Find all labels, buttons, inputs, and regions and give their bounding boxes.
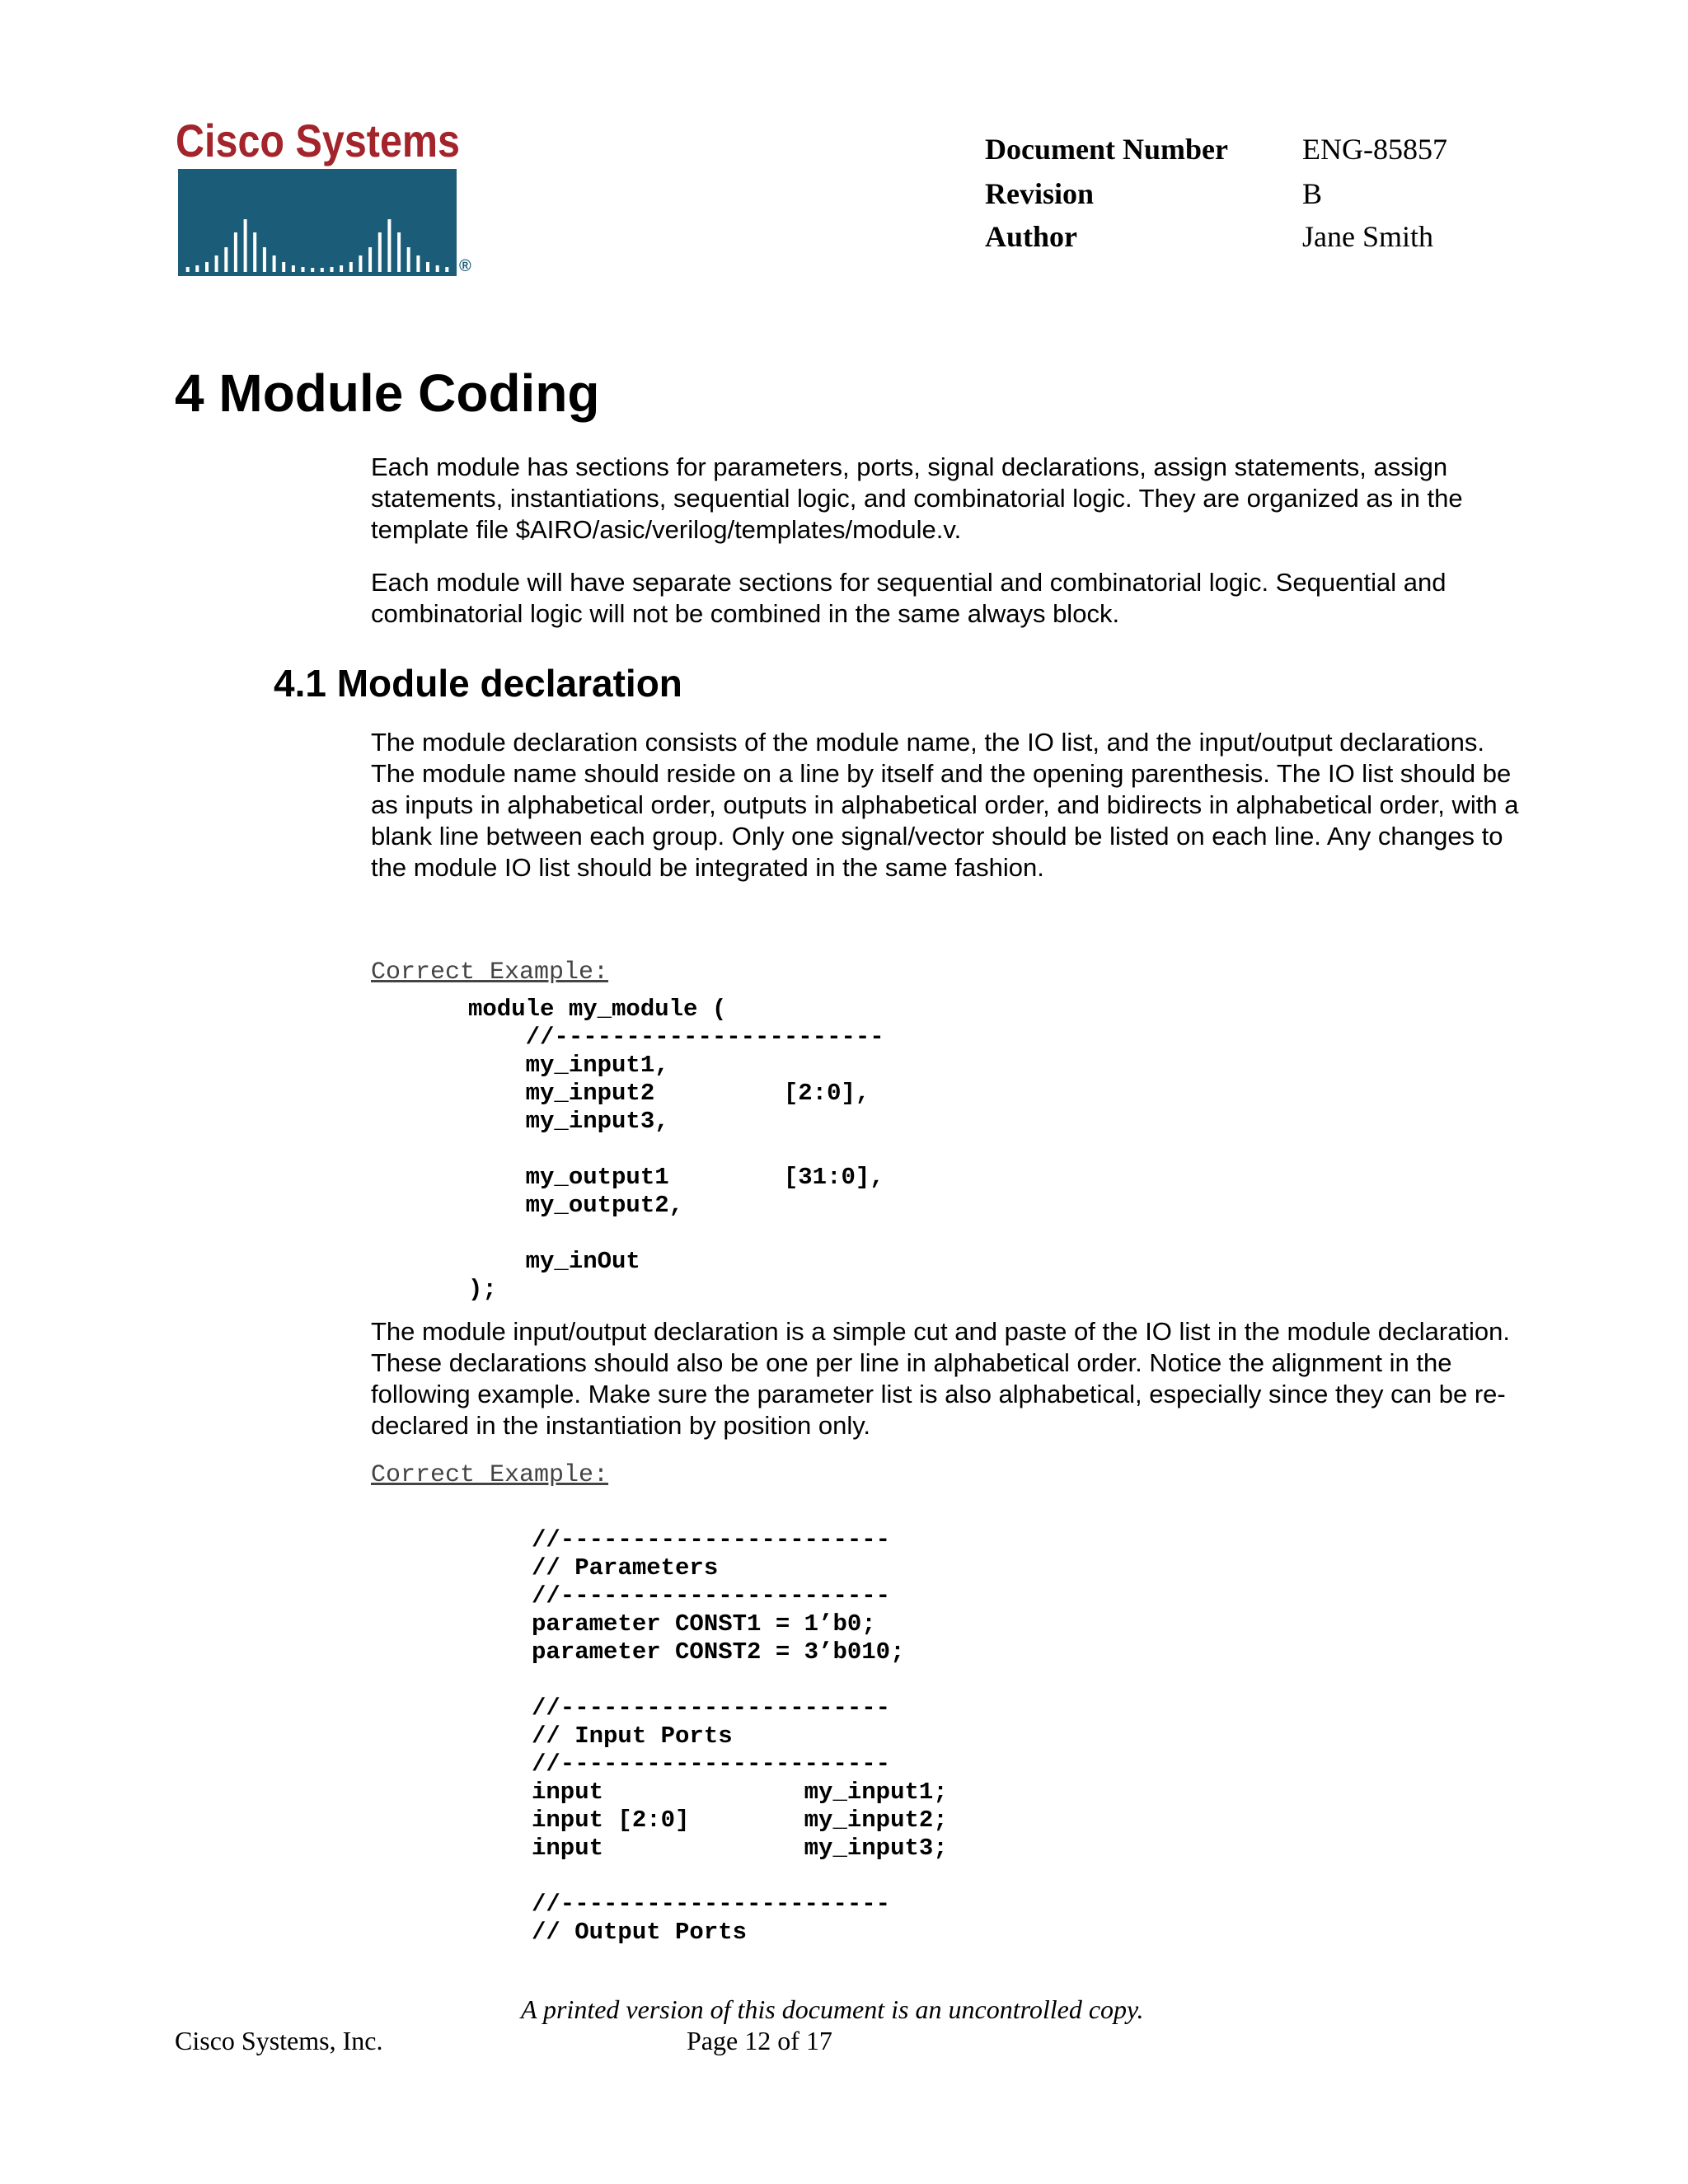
logo-text: Cisco Systems [176, 115, 460, 166]
author-value: Jane Smith [1302, 220, 1433, 253]
cisco-systems-logo-wordmark [176, 115, 460, 165]
code-example-2: //----------------------- // Parameters //----------------------- parameter CONST1 = 1’b0; parameter CONST2 = 3’b010; //----------------------- // Input Ports //----------------------- input my_input1; input [2:0] my_input2; input my_input3; //----------------------- // Output Ports [532, 1526, 948, 1946]
document-number-label: Document Number [985, 133, 1228, 166]
example-1-label: Correct Example: [371, 958, 609, 987]
author-label: Author [985, 220, 1078, 253]
section-paragraph-2: Each module will have separate sections for sequential and combinatorial logic. Sequential and combinatorial logic will not be combined in the same always block. [371, 568, 1447, 628]
footer-page-number: Page 12 of 17 [687, 2026, 832, 2055]
section-title: 4 Module Coding [175, 363, 600, 423]
subsection-title: 4.1 Module declaration [274, 662, 682, 705]
revision-value: B [1302, 177, 1323, 210]
cisco-bridge-logo-icon [178, 169, 457, 276]
code-example-1: module my_module ( //----------------------- my_input1, my_input2 [2:0], my_input3, my_output1 [31:0], my_output2, my_inOut ); [468, 996, 884, 1303]
subsection-paragraph-2: The module input/output declaration is a simple cut and paste of the IO list in the module declaration. These declarations should also be one per line in alphabetical order. Notice the alignment in the following example. Make sure the parameter list is also alphabetical, especially since they can be re-declared in the instantiation by position only. [371, 1317, 1511, 1440]
footer-uncontrolled-copy-note: A printed version of this document is an uncontrolled copy. [521, 1994, 1144, 2024]
subsection-paragraph-1: The module declaration consists of the module name, the IO list, and the input/output declarations. The module name should reside on a line by itself and the opening parenthesis. The IO list should be as inputs in alphabetical order, outputs in alphabetical order, and bidirects in alphabetical order, with a blank line between each group. Only one signal/vector should be listed on each line. Any changes to the module IO list should be integrated in the same fashion. [371, 728, 1519, 882]
registered-mark: ® [459, 257, 471, 275]
document-number-value: ENG-85857 [1302, 133, 1447, 166]
footer-company: Cisco Systems, Inc. [175, 2026, 383, 2055]
section-paragraph-1: Each module has sections for parameters, ports, signal declarations, assign statements, assign statements, instantiations, sequential logic, and combinatorial logic. They are organized as in the template file $AIRO/asic/verilog/templates/module.v. [371, 452, 1463, 544]
example-2-label: Correct Example: [371, 1461, 609, 1489]
revision-label: Revision [985, 177, 1095, 210]
